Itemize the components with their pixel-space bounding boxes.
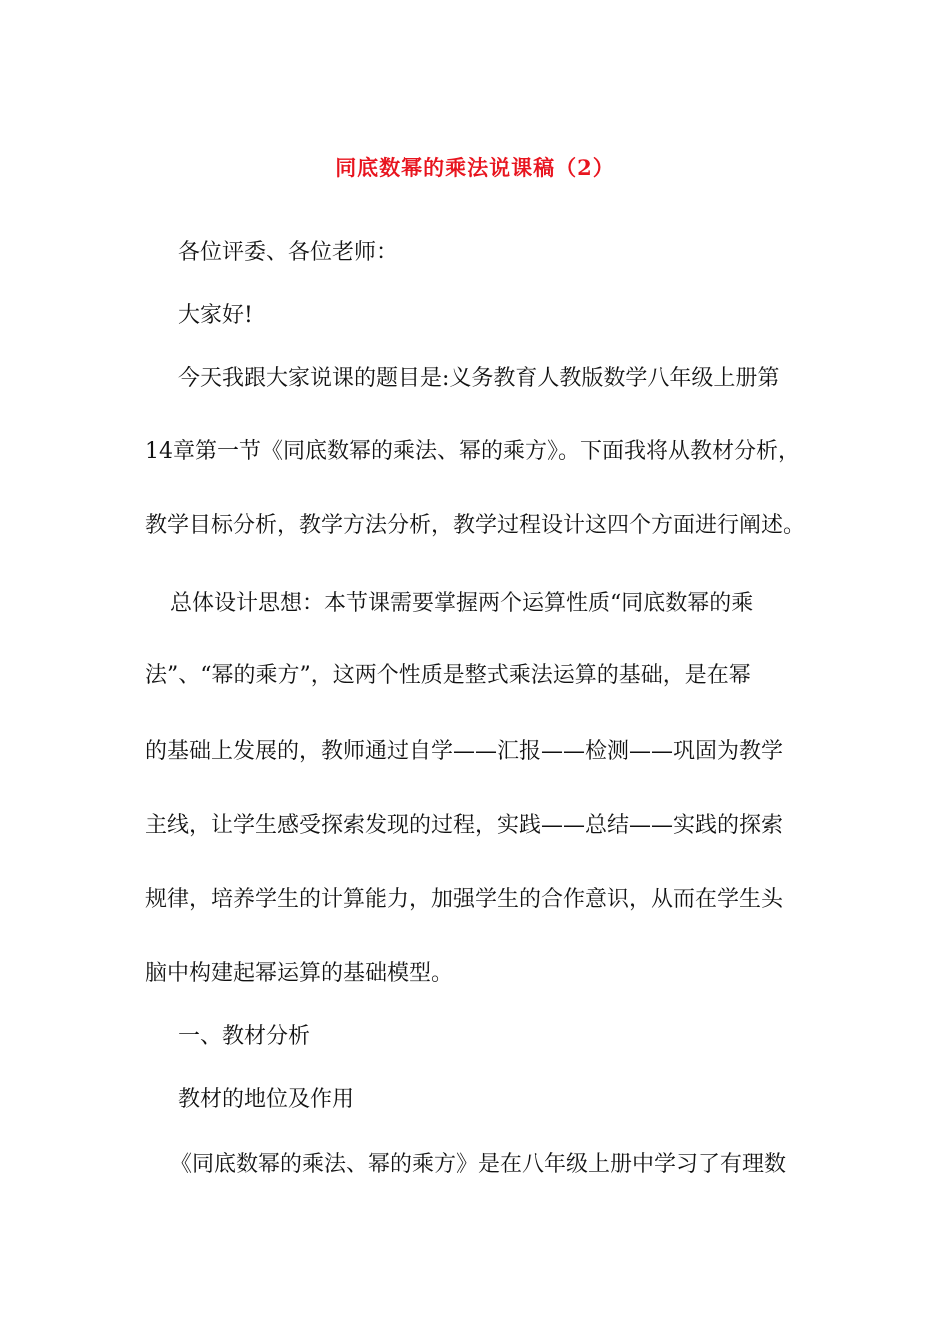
paragraph-line: 《同底数幂的乘法、幂的乘方》是在八年级上册中学习了有理数 — [170, 1152, 787, 1177]
paragraph-line: 今天我跟大家说课的题目是:义务教育人教版数学八年级上册第 — [178, 366, 780, 391]
hello-line: 大家好! — [178, 303, 253, 328]
greeting-line: 各位评委、各位老师： — [178, 240, 399, 265]
paragraph-line: 的基础上发展的，教师通过自学——汇报——检测——巩固为教学 — [145, 739, 784, 764]
paragraph-line: 规律，培养学生的计算能力，加强学生的合作意识，从而在学生头 — [145, 887, 784, 912]
section-heading: 一、教材分析 — [178, 1024, 311, 1049]
paragraph-line: 教学目标分析，教学方法分析，教学过程设计这四个方面进行阐述。 — [145, 513, 806, 538]
document-title: 同底数幂的乘法说课稿（2） — [335, 155, 615, 180]
paragraph-line: 总体设计思想：本节课需要掌握两个运算性质“同底数幂的乘 — [170, 591, 754, 616]
paragraph-line: 法”、“幂的乘方”，这两个性质是整式乘法运算的基础，是在幂 — [145, 663, 751, 688]
paragraph-line: 14章第一节《同底数幂的乘法、幂的乘方》。下面我将从教材分析， — [145, 439, 800, 464]
paragraph-line: 主线，让学生感受探索发现的过程，实践——总结——实践的探索 — [145, 813, 784, 838]
subsection-heading: 教材的地位及作用 — [178, 1087, 355, 1112]
paragraph-line: 脑中构建起幂运算的基础模型。 — [145, 961, 454, 986]
